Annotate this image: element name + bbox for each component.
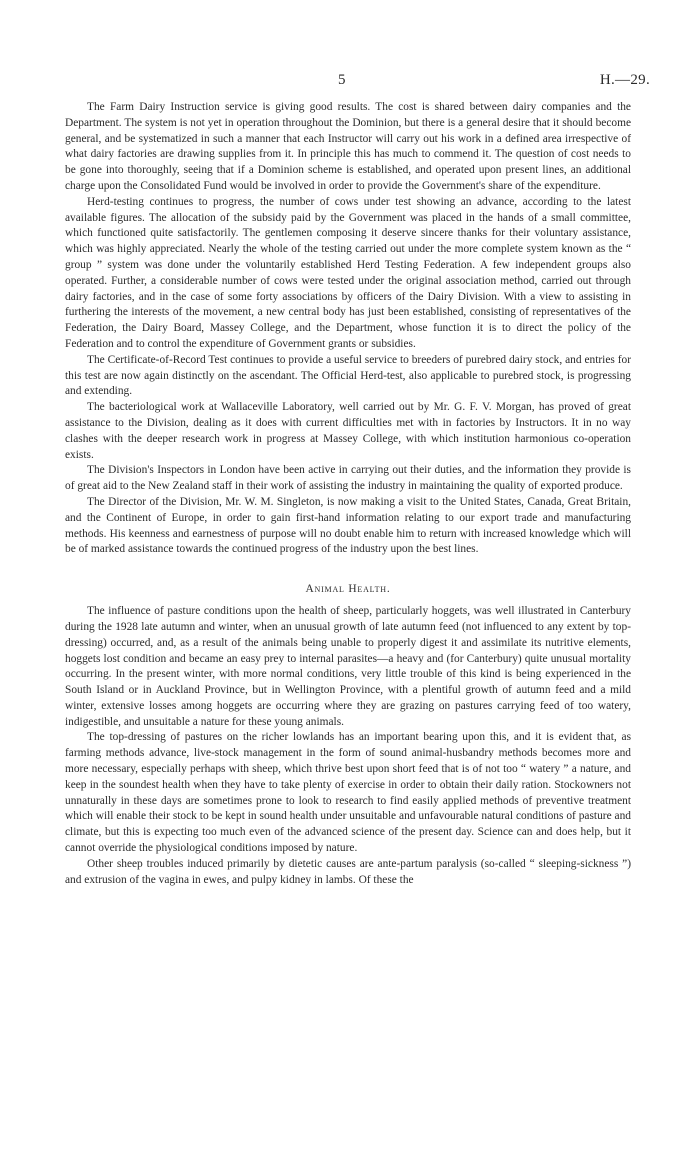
- paragraph-bacteriological-work: The bacteriological work at Wallaceville Laboratory, well carried out by Mr. G. F. V. Morgan, has proved of great assistance to the Division, dealing as it does with current difficulties met with in factories by Instructors. It in no way clashes with the deeper research work in progress at Massey College, with which institution harmonious co-operation exists.: [65, 401, 631, 461]
- page-number: 5: [338, 72, 346, 88]
- paragraph-director-visit: The Director of the Division, Mr. W. M. Singleton, is now making a visit to the United States, Canada, Great Britain, and the Continent of Europe, in order to gain first-hand information relating to our export trade and manufacturing methods. His keenness and earnestness of purpose will no doubt enable him to return with increased knowledge which will be of marked assistance towards the continued progress of the industry upon the best lines.: [65, 495, 631, 556]
- document-reference: H.—29.: [599, 72, 650, 88]
- paragraph-herd-testing: Herd-testing continues to progress, the number of cows under test showing an advance, according to the latest available figures. The allocation of the subsidy paid by the Government was placed in the hands of a small committee, which functioned quite satisfactorily. The gentlemen composing it deserve sincere thanks for their voluntary assistance, which was highly appreciated. Nearly the whole of the testing carried out under the more complete system known as the “ group ” system was done under the voluntarily established Herd Testing Federation. A few independent groups also operated. Further, a considerable number of cows were tested under the original association method, carried out through dairy factories, and in the case of some forty associations by officers of the Dairy Division. With a view to assisting in furthering the interests of the movement, a new central body has just been established, consisting of representatives of the Federation, the Dairy Board, Massey College, and the Department, whose function it is to direct the policy of the Federation and to control the expenditure of Government grants or subsidies.: [65, 195, 631, 350]
- paragraph-pasture-conditions: The influence of pasture conditions upon the health of sheep, particularly hoggets, was well illustrated in Canterbury during the 1928 late autumn and winter, when an unusual growth of late autumn feed (not influenced to any extent by top-dressing) occurred, and, as a result of the animals being unable to properly digest it and assimilate its nutritive elements, hoggets lost condition and became an easy prey to internal parasites—a heavy and (for Canterbury) quite unusual mortality occurring. In the present winter, with more normal conditions, very little trouble of this kind is being experienced in the South Island or in Auckland Province, but in Wellington Province, with a plentiful growth of autumn feed and a mild winter, extensive losses among hoggets are occurring where they are grazing on pastures carrying feed of too watery, indigestible, and unsuitable a nature for these young animals.: [65, 605, 631, 728]
- paragraph-top-dressing: The top-dressing of pastures on the richer lowlands has an important bearing upon this, and it is evident that, as farming methods advance, live-stock management in the form of sound animal-husbandry methods becomes more and more necessary, especially perhaps with sheep, which thrive best upon short feed that is of not too “ watery ” a nature, and keep in the soundest health when they have to take plenty of exercise in order to obtain their daily ration. Stockowners not unnaturally in these days are sometimes prone to look to research to find easily applied methods of preventive treatment which will enable their stock to be kept in sound health under unsuitable and unfavourable natural conditions of pasture and climate, but this is expecting too much even of the advanced science of the present day. Science can and does help, but it cannot override the physiological conditions imposed by nature.: [65, 731, 631, 855]
- paragraph-london-inspectors: The Division's Inspectors in London have been active in carrying out their duties, and the information they provide is of great aid to the New Zealand staff in their work of assisting the industry in maintaining the quality of exported produce.: [65, 464, 631, 493]
- paragraph-other-sheep-troubles: Other sheep troubles induced primarily by dietetic causes are ante-partum paralysis (so-called “ sleeping-sickness ”) and extrusion of the vagina in ewes, and pulpy kidney in lambs. Of these the: [65, 857, 631, 886]
- body-text: [65, 100, 631, 888]
- section-heading-animal-health: Animal Health.: [305, 583, 391, 596]
- paragraph-farm-dairy-instruction: The Farm Dairy Instruction service is giving good results. The cost is shared between dairy companies and the Department. The system is not yet in operation throughout the Dominion, but there is a general desire that it should become general, and be systematized in such a manner that each Instructor will carry out his work in a defined area irrespective of what dairy factories are drawing supplies from it. In principle this has much to commend it. The question of cost needs to be gone into thoroughly, seeing that if a Dominion scheme is established, and operated upon present lines, an additional charge upon the Consolidated Fund would be involved in order to provide the Government's share of the expenditure.: [65, 101, 631, 192]
- paragraph-certificate-of-record: The Certificate-of-Record Test continues to provide a useful service to breeders of purebred dairy stock, and entries for this test are now again distinctly on the ascendant. The Official Herd-test, also applicable to purebred stock, is progressing and extending.: [65, 353, 631, 398]
